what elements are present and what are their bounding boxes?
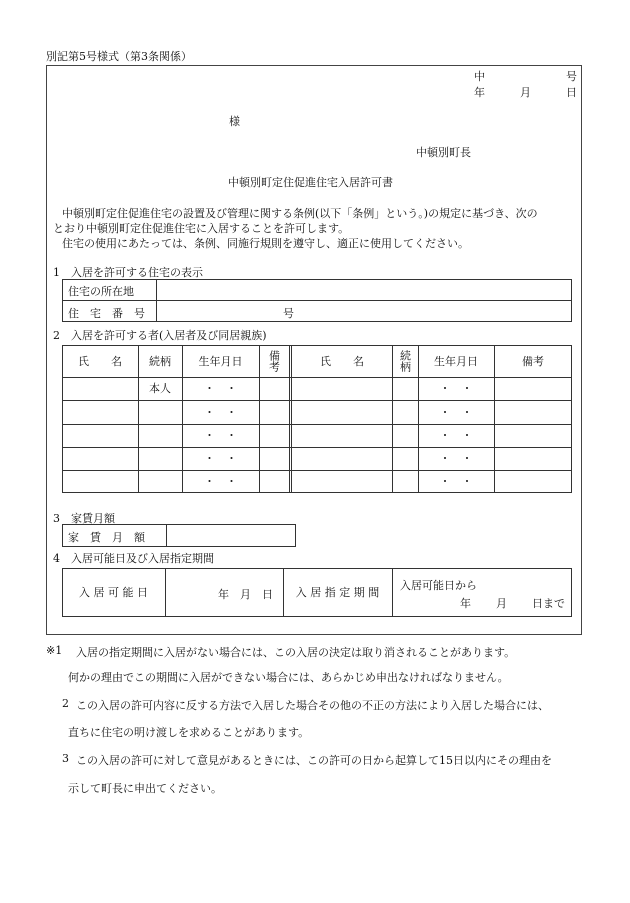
period-label: 入 居 指 定 期 間	[295, 586, 380, 599]
col-name-left: 氏 名	[78, 354, 122, 368]
birth-date-dots: ・ ・	[439, 382, 473, 395]
house-number-label: 住 宅 番 号	[68, 307, 145, 320]
birth-date-dots: ・ ・	[439, 429, 473, 442]
birth-date-dots: ・ ・	[439, 405, 473, 419]
section2-heading: 2 入居を許可する者(入居者及び同居親族)	[53, 329, 267, 342]
birth-date-dots: ・ ・	[204, 452, 237, 465]
note1-line2: 何かの理由でこの期間に入居ができない場合には、あらかじめ申出なければなりません。	[68, 671, 509, 684]
note2-line1: この入居の許可内容に反する方法で入居した場合その他の不正の方法により入居した場合には、	[76, 699, 549, 712]
body-line-2: とおり中頓別町定住促進住宅に入居することを許可します。	[53, 222, 350, 235]
section1-heading: 1 入居を許可する住宅の表示	[53, 266, 203, 279]
birth-date-dots: ・ ・	[204, 405, 237, 419]
issuer-name: 中頓別町長	[416, 146, 471, 159]
possible-date-label: 入 居 可 能 日	[79, 586, 148, 599]
col-relation-right: 続柄	[398, 350, 412, 372]
form-label: 別記第5号様式（第3条関係）	[46, 50, 192, 63]
body-line-3: 住宅の使用にあたっては、条例、同施行規則を遵守し、適正に使用してください。	[62, 237, 469, 250]
house-number-suffix: 号	[283, 307, 294, 320]
addressee-suffix: 様	[229, 115, 240, 128]
col-remarks-left: 備考	[267, 350, 281, 372]
date-month: 月	[520, 86, 531, 99]
col-name-right: 氏 名	[320, 354, 364, 368]
note1-line1: 入居の指定期間に入居がない場合には、この入居の決定は取り消されることがあります。	[76, 646, 516, 659]
col-remarks-right: 備考	[522, 354, 544, 368]
note2-line2: 直ちに住宅の明け渡しを求めることがあります。	[68, 726, 310, 739]
col-relation-left: 続柄	[149, 354, 171, 368]
doc-no-prefix: 中	[474, 70, 485, 83]
body-line-1: 中頓別町定住促進住宅の設置及び管理に関する条例(以下「条例」という。)の規定に基づき、次の	[62, 207, 538, 220]
birth-date-dots: ・ ・	[204, 429, 237, 442]
note1-mark: ※1	[46, 644, 63, 657]
birth-date-dots: ・ ・	[204, 475, 237, 488]
rent-label: 家 賃 月 額	[68, 531, 145, 544]
location-label: 住宅の所在地	[68, 285, 134, 298]
col-birth-left: 生年月日	[198, 354, 243, 368]
period-year: 年	[460, 597, 471, 610]
doc-no-suffix: 号	[566, 70, 577, 83]
note3-line2: 示して町長に申出てください。	[68, 782, 222, 795]
note2-mark: 2	[62, 697, 69, 710]
possible-date-value: 年 月 日	[218, 588, 273, 601]
note3-mark: 3	[62, 752, 69, 765]
section3-heading: 3 家賃月額	[53, 512, 115, 525]
birth-date-dots: ・ ・	[204, 382, 237, 395]
period-until: 日まで	[532, 597, 565, 610]
relation-self: 本人	[149, 382, 171, 395]
col-birth-right: 生年月日	[434, 354, 478, 368]
birth-date-dots: ・ ・	[439, 475, 473, 488]
section4-heading: 4 入居可能日及び入居指定期間	[53, 552, 214, 565]
birth-date-dots: ・ ・	[439, 452, 473, 465]
date-day: 日	[566, 86, 577, 99]
note3-line1: この入居の許可に対して意見があるときには、この許可の日から起算して15日以内にその理由を	[76, 754, 552, 767]
document-title: 中頓別町定住促進住宅入居許可書	[228, 176, 393, 189]
period-month: 月	[496, 597, 507, 610]
date-year: 年	[474, 86, 485, 99]
period-from: 入居可能日から	[400, 579, 477, 592]
